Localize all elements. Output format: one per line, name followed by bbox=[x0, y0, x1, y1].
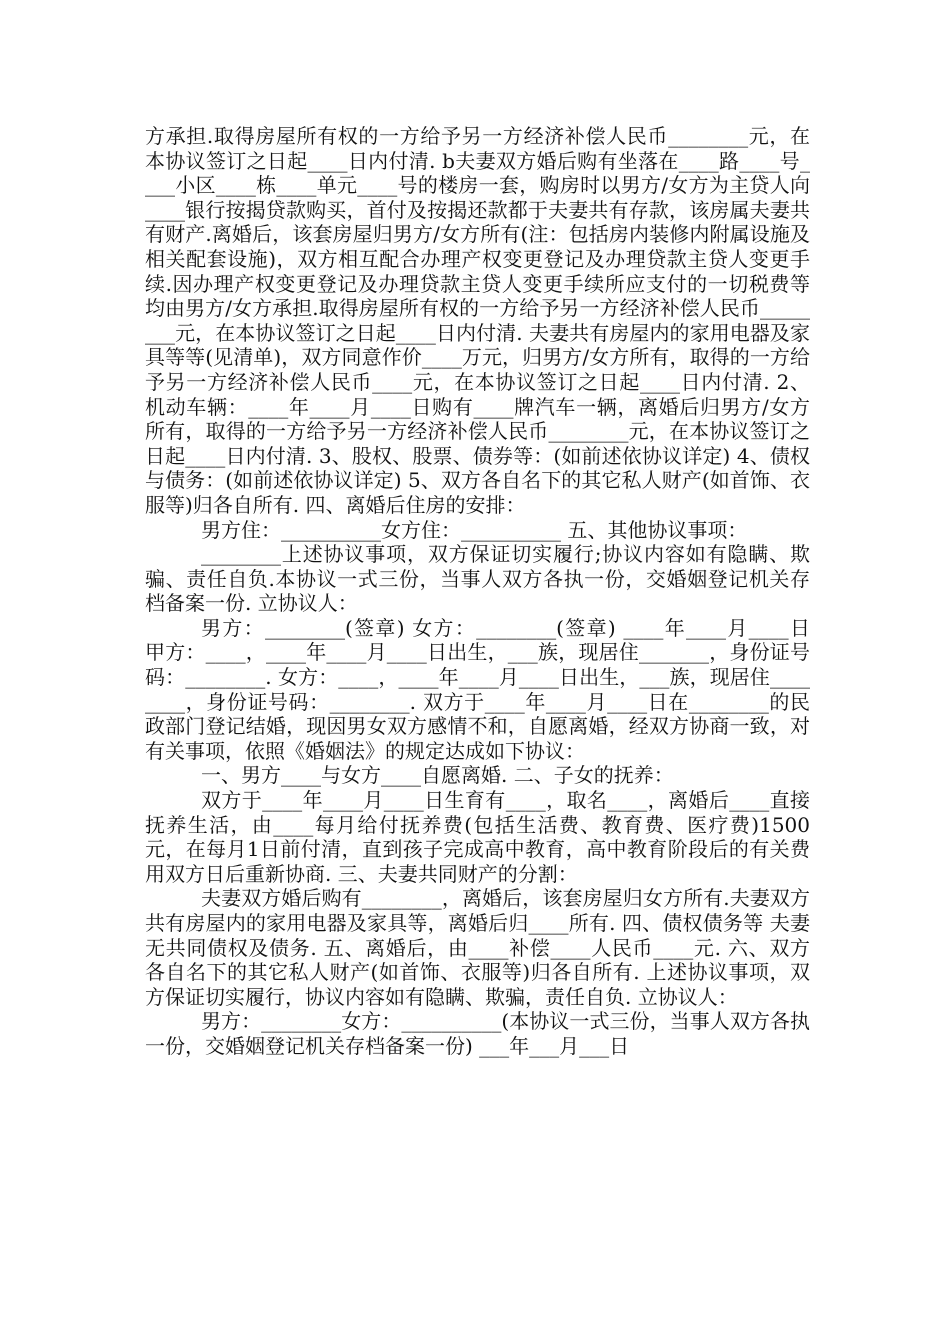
paragraph-signatures: 男方：________女方：__________(本协议一式三份，当事人双方各执一份，交婚姻登记机关存档备案一份) ___年___月___日 bbox=[145, 1009, 810, 1058]
paragraph-joint-property: 夫妻双方婚后购有________，离婚后，该套房屋归女方所有.夫妻双方共有房屋内的家用电器及家具等，离婚后归____所有. 四、债权债务等 夫妻无共同债权及债务. 五、离婚后，由____补偿____人民币____元. 六、双方各自名下的其它私人财产(如首饰、衣服等)归各自所有. 上述协议事项，双方保证切实履行，协议内容如有隐瞒、欺骗，责任自负. 立协议人： bbox=[145, 886, 810, 1009]
document-page bbox=[145, 124, 817, 1059]
paragraph-parties-info: 男方：________(签章) 女方：________(签章) ____年____月____日 甲方：____，____年____月____日出生，___族，现居住_______，身份证号码：________. 女方：____，____年____月____日出生，___族，现居住________，身份证号码：________. 双方于____年____月____日在________的民政部门登记结婚，现因男女双方感情不和，自愿离婚，经双方协商一致，对有关事项，依照《婚姻法》的规定达成如下协议： bbox=[145, 615, 817, 763]
paragraph-housing-arrangement: 男方住：__________女方住：__________ 五、其他协议事项： bbox=[201, 517, 748, 542]
paragraph-agreement-terms: ________上述协议事项，双方保证切实履行;协议内容如有隐瞒、欺骗、责任自负.本协议一式三份，当事人双方各执一份，交婚姻登记机关存档备案一份. 立协议人： bbox=[145, 542, 810, 616]
paragraph-voluntary-divorce: 一、男方____与女方____自愿离婚. 二、子女的抚养： bbox=[201, 763, 674, 788]
paragraph-child-support: 双方于____年____月____日生育有____，取名____，离婚后____直接抚养生活，由____每月给付抚养费(包括生活费、教育费、医疗费)1500元，在每月1日前付清，直到孩子完成高中教育，高中教育阶段后的有关费用双方日后重新协商. 三、夫妻共同财产的分割： bbox=[145, 788, 810, 886]
paragraph-property-division: 方承担.取得房屋所有权的一方给予另一方经济补偿人民币________元，在本协议签订之日起____日内付清. b夫妻双方婚后购有坐落在____路____号____小区____栋____单元____号的楼房一套，购房时以男方/女方为主贷人向____银行按揭贷款购买，首付及按揭还款都于夫妻共有存款，该房属夫妻共有财产.离婚后，该套房屋归男方/女方所有(注：包括房内装修内附属设施及相关配套设施)，双方相互配合办理产权变更登记及办理贷款主贷人变更手续.因办理产权变更登记及办理贷款主贷人变更手续所应支付的一切税费等均由男方/女方承担.取得房屋所有权的一方给予另一方经济补偿人民币________元，在本协议签订之日起____日内付清. 夫妻共有房屋内的家用电器及家具等等(见清单)，双方同意作价____万元，归男方/女方所有，取得的一方给予另一方经济补偿人民币____元，在本协议签订之日起____日内付清. 2、机动车辆：____年____月____日购有____牌汽车一辆，离婚后归男方/女方所有，取得的一方给予另一方经济补偿人民币________元，在本协议签订之日起____日内付清. 3、股权、股票、债券等：(如前述依协议详定) 4、债权与债务：(如前述依协议详定) 5、双方各自名下的其它私人财产(如首饰、衣服等)归各自所有. 四、离婚后住房的安排： bbox=[145, 124, 810, 517]
